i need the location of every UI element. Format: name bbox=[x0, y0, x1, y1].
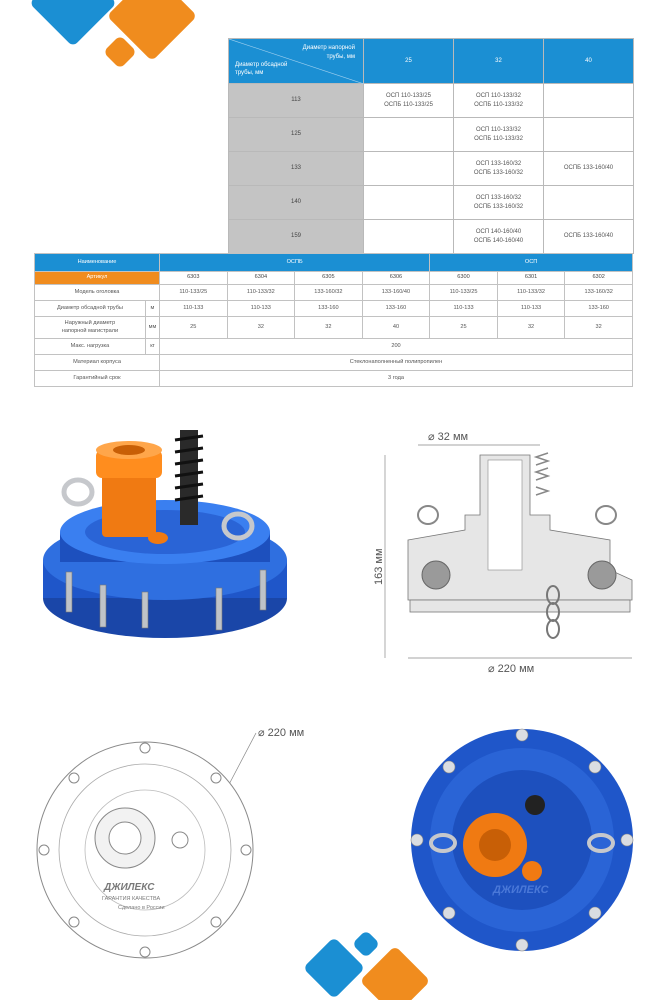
spec-article: 6300 bbox=[430, 272, 498, 285]
compat-cell bbox=[364, 118, 454, 152]
spec-table bbox=[34, 253, 633, 387]
spec-article-label: Артикул bbox=[35, 272, 160, 285]
spec-row-warranty: Гарантийный срок 3 года bbox=[35, 371, 633, 387]
dim-height-label: 163 мм bbox=[373, 548, 385, 585]
dim-width-label: ⌀ 220 мм bbox=[488, 663, 535, 675]
compat-cell bbox=[364, 152, 454, 186]
compat-cell: ОСП 110-133/32 ОСПБ 110-133/32 bbox=[454, 84, 544, 118]
compat-header-corner bbox=[229, 39, 364, 84]
compat-cell: ОСП 110-133/25 ОСПБ 110-133/25 bbox=[364, 84, 454, 118]
compat-col-25: 25 bbox=[364, 39, 454, 84]
compat-row-diameter: 133 bbox=[229, 152, 364, 186]
compat-cell: ОСП 110-133/32 ОСПБ 110-133/32 bbox=[454, 118, 544, 152]
spec-group-osp: ОСП bbox=[430, 254, 633, 272]
spec-article: 6303 bbox=[160, 272, 228, 285]
product-photo-side bbox=[30, 420, 330, 655]
spec-article: 6302 bbox=[565, 272, 633, 285]
compat-row bbox=[229, 118, 634, 152]
compat-col-32: 32 bbox=[454, 39, 544, 84]
spec-article: 6306 bbox=[362, 272, 430, 285]
spec-name-header: Наименование bbox=[35, 254, 160, 272]
compat-cell bbox=[544, 84, 634, 118]
product-photo-top bbox=[405, 725, 640, 955]
compat-cell: ОСП 133-160/32 ОСПБ 133-160/32 bbox=[454, 152, 544, 186]
compat-header-top-label: Диаметр напорной трубы, мм bbox=[302, 45, 355, 60]
brand-sub-text: ГАРАНТИЯ КАЧЕСТВА bbox=[102, 896, 161, 902]
compat-row-diameter: 113 bbox=[229, 84, 364, 118]
spec-row-casing: Диаметр обсадной трубы м 110-133 110-133 133-160 133-160 110-133 110-133 133-160 bbox=[35, 301, 633, 317]
spec-article: 6304 bbox=[227, 272, 295, 285]
compat-row bbox=[229, 152, 634, 186]
compat-cell: ОСПБ 133-160/40 bbox=[544, 152, 634, 186]
drawing-side-view bbox=[370, 420, 655, 680]
compat-cell: ОСП 133-160/32 ОСПБ 133-160/32 bbox=[454, 186, 544, 220]
product-brand-text: ДЖИЛЕКС bbox=[493, 884, 549, 896]
spec-row-outer: Наружный диаметр напорной магистрали мм 25 32 32 40 25 32 32 bbox=[35, 317, 633, 339]
spec-row-load: Макс. нагрузка кг 200 bbox=[35, 339, 633, 355]
compat-cell bbox=[544, 118, 634, 152]
brand-logo-text: ДЖИЛЕКС bbox=[104, 882, 155, 893]
compat-row bbox=[229, 220, 634, 254]
compat-cell bbox=[364, 220, 454, 254]
spec-article: 6305 bbox=[295, 272, 363, 285]
spec-article-row bbox=[35, 272, 633, 285]
compat-row-diameter: 159 bbox=[229, 220, 364, 254]
spec-row-material: Материал корпуса Стеклонаполненный полипропилен bbox=[35, 355, 633, 371]
spec-group-ospb: ОСПБ bbox=[160, 254, 430, 272]
compat-cell: ОСПБ 133-160/40 bbox=[544, 220, 634, 254]
compat-row-diameter: 125 bbox=[229, 118, 364, 152]
spec-article: 6301 bbox=[497, 272, 565, 285]
compat-header-side-label: Диаметр обсадной трубы, мм bbox=[235, 61, 288, 77]
top-dim-label: ⌀ 220 мм bbox=[258, 727, 305, 739]
compat-cell bbox=[544, 186, 634, 220]
dim-pipe-label: ⌀ 32 мм bbox=[428, 431, 469, 443]
compat-cell bbox=[364, 186, 454, 220]
compatibility-table bbox=[228, 38, 634, 254]
compat-row-diameter: 140 bbox=[229, 186, 364, 220]
compat-cell: ОСП 140-160/40 ОСПБ 140-160/40 bbox=[454, 220, 544, 254]
made-in-text: Сделано в России bbox=[118, 905, 165, 911]
spec-row-model: Модель оголовка 110-133/25 110-133/32 133-160/32 133-160/40 110-133/25 110-133/32 133-160/32 bbox=[35, 285, 633, 301]
compat-row bbox=[229, 84, 634, 118]
drawing-top-view bbox=[30, 720, 330, 960]
compat-row bbox=[229, 186, 634, 220]
compat-col-40: 40 bbox=[544, 39, 634, 84]
